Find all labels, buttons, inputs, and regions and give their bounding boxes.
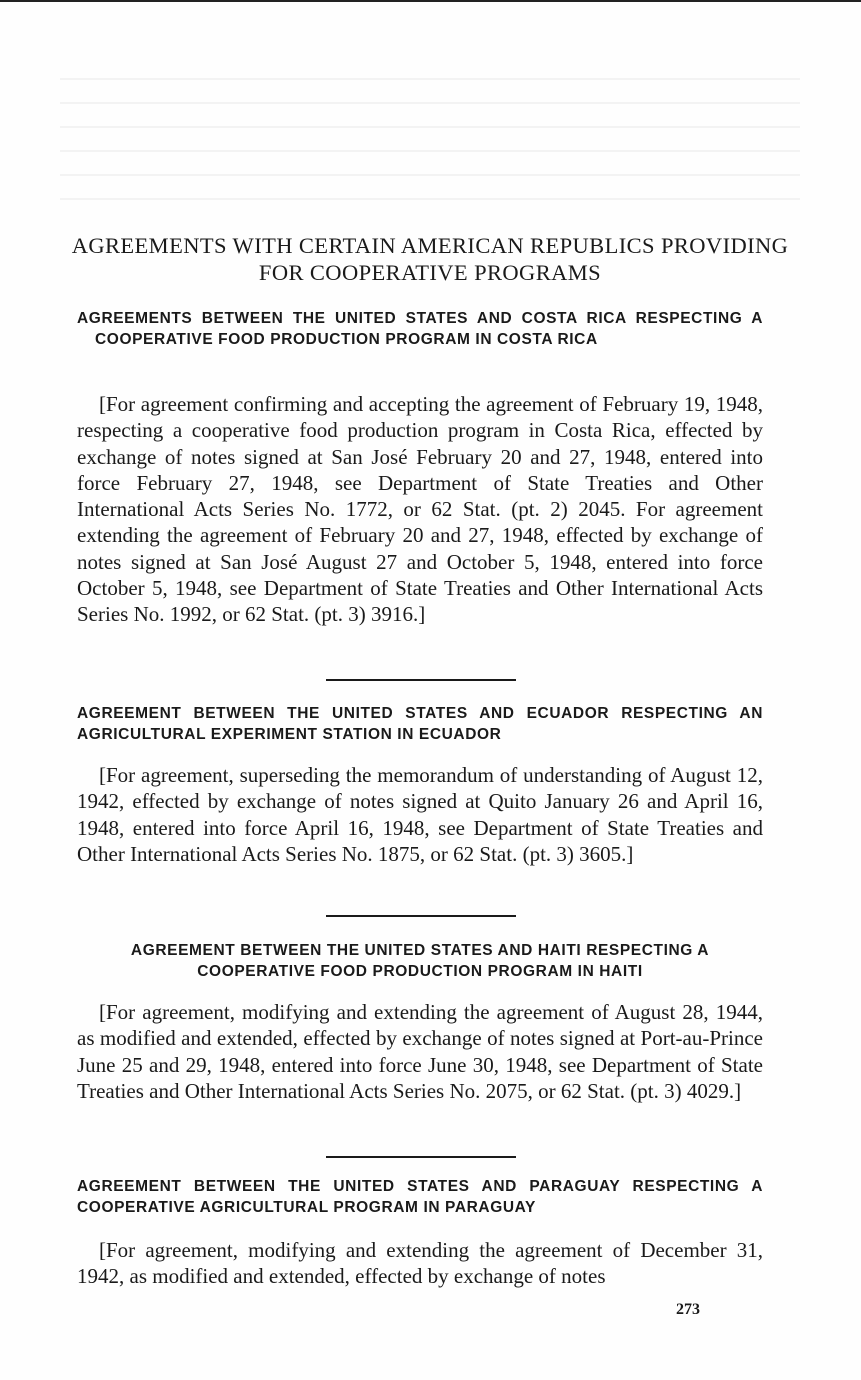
section-heading-costa-rica: AGREEMENTS BETWEEN THE UNITED STATES AND COSTA RICA RESPECTING A COOPERATIVE FOOD PRODUCTION PROGRAM IN COSTA RICA — [77, 310, 763, 348]
section-body-haiti: [For agreement, modifying and extending the agreement of August 28, 1944, as modified and extended, effected by exchange of notes signed at Port-au-Prince June 25 and 29, 1948, entered into force June 30, 1948, see Department of State Treaties and Other International Acts Series No. 2075, or 62 Stat. (pt. 3) 4029.] — [77, 1000, 763, 1103]
page-number: 273 — [676, 1301, 700, 1318]
section-divider — [326, 915, 516, 917]
page-title: AGREEMENTS WITH CERTAIN AMERICAN REPUBLICS PROVIDING FOR COOPERATIVE PROGRAMS — [71, 233, 789, 285]
section-body-paraguay: [For agreement, modifying and extending the agreement of December 31, 1942, as modified and extended, effected by exchange of notes — [77, 1238, 763, 1289]
page-top-edge — [0, 0, 861, 2]
section-divider — [326, 679, 516, 681]
section-body-ecuador: [For agreement, superseding the memorandum of understanding of August 12, 1942, effected by exchange of notes signed at Quito January 26 and April 16, 1948, entered into force April 16, 1948, see Department of State Treaties and Other International Acts Series No. 1875, or 62 Stat. (pt. 3) 3605.] — [77, 763, 763, 866]
bleed-through-text — [60, 60, 800, 210]
section-body-costa-rica: [For agreement confirming and accepting the agreement of February 19, 1948, respecting a cooperative food production program in Costa Rica, effected by exchange of notes signed at San José February 20 and 27, 1948, entered into force February 27, 1948, see Department of State Treaties and Other International Acts Series No. 1772, or 62 Stat. (pt. 2) 2045. For agreement extending the agreement of February 20 and 27, 1948, effected by exchange of notes signed at San José August 27 and October 5, 1948, entered into force October 5, 1948, see Department of State Treaties and Other International Acts Series No. 1992, or 62 Stat. (pt. 3) 3916.] — [77, 392, 763, 627]
section-heading-haiti: AGREEMENT BETWEEN THE UNITED STATES AND HAITI RESPECTING A COOPERATIVE FOOD PRODUCTION PROGRAM IN HAITI — [130, 942, 710, 980]
section-heading-paraguay: AGREEMENT BETWEEN THE UNITED STATES AND PARAGUAY RESPECTING A COOPERATIVE AGRICULTURAL PROGRAM IN PARAGUAY — [77, 1178, 763, 1216]
section-divider — [326, 1156, 516, 1158]
section-heading-ecuador: AGREEMENT BETWEEN THE UNITED STATES AND ECUADOR RESPECTING AN AGRICULTURAL EXPERIMENT STATION IN ECUADOR — [77, 705, 763, 743]
